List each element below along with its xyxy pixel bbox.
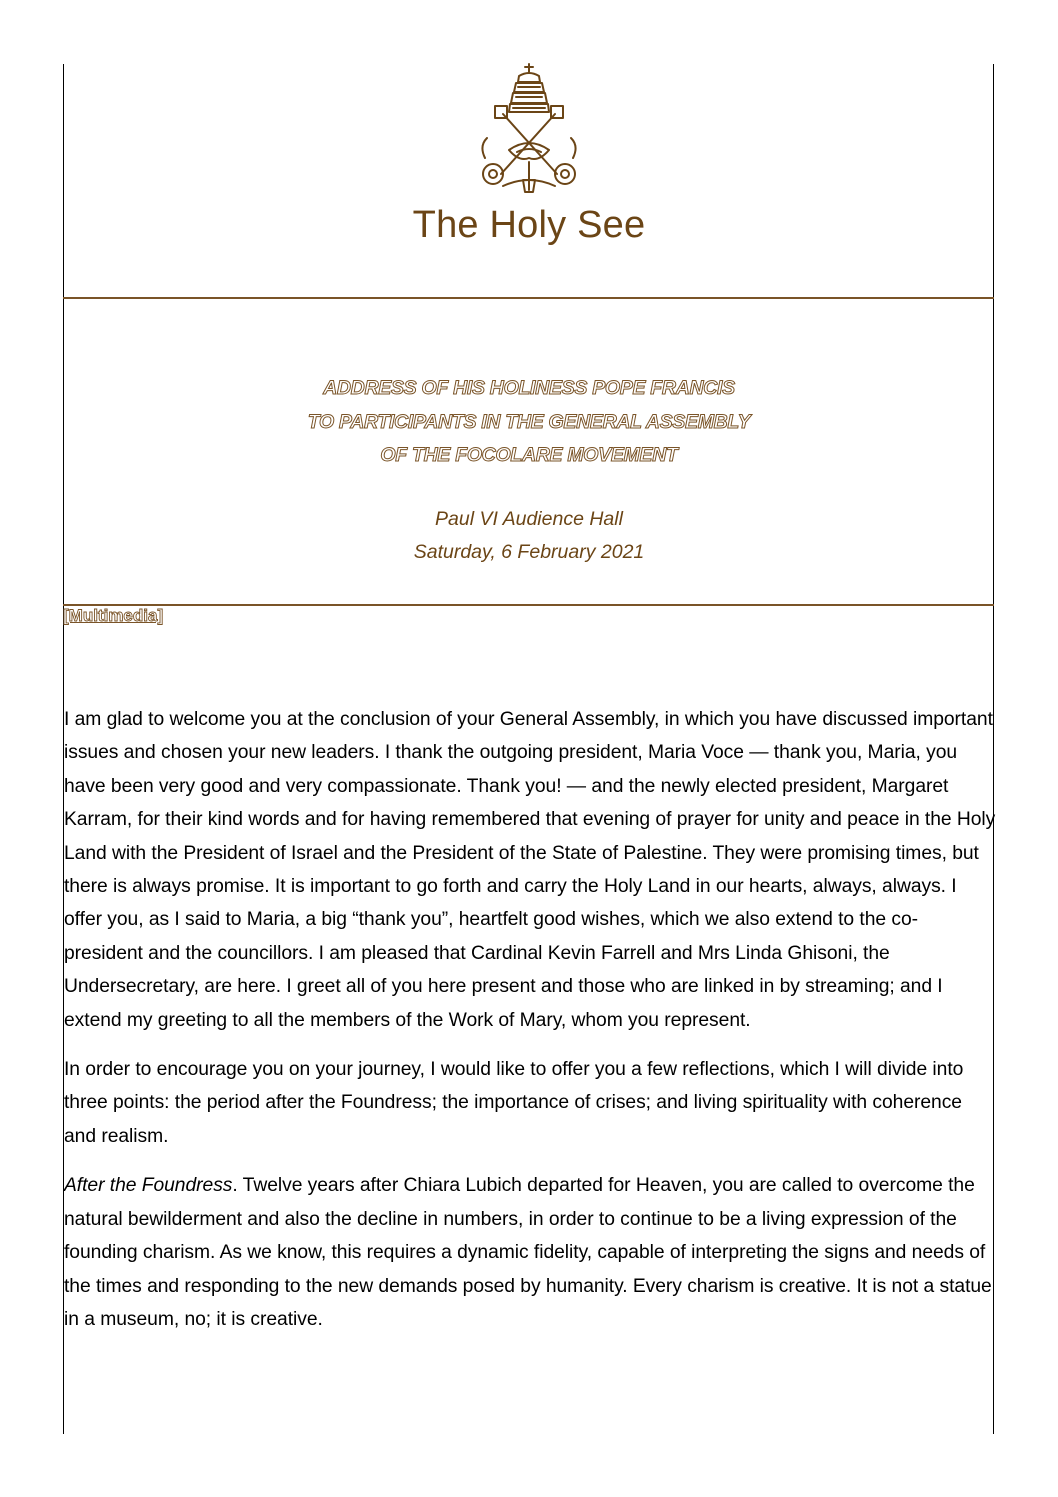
date-text: Saturday, 6 February 2021 xyxy=(413,541,645,563)
header-divider xyxy=(63,297,994,299)
address-meta xyxy=(0,503,1058,569)
site-title: The Holy See xyxy=(412,204,646,246)
multimedia-link[interactable]: [Multimedia] xyxy=(63,606,164,625)
paragraph-1: I am glad to welcome you at the conclusion of your General Assembly, in which you have discussed important issues and chosen your new leaders. I thank the outgoing president, Maria Voce — thank you, Maria, you have been very good and very compassionate. Thank you! — and the newly elected president, Margaret Karram, for their kind words and for having remembered that evening of prayer for unity and peace in the Holy Land with the President of Israel and the President of the State of Palestine. They were promising times, but there is always promise. It is important to go forth and carry the Holy Land in our hearts, always, always. I offer you, as I said to Maria, a big “thank you”, heartfelt good wishes, which we also extend to the co-president and the councillors. I am pleased that Cardinal Kevin Farrell and Mrs Linda Ghisoni, the Undersecretary, are here. I greet all of you here present and those who are linked in by streaming; and I extend my greeting to all the members of the Work of Mary, whom you represent. xyxy=(64,709,996,1031)
papal-coat-of-arms-icon xyxy=(473,62,585,196)
address-title-line-1: ADDRESS OF HIS HOLINESS POPE FRANCIS xyxy=(323,377,735,399)
paragraph-3-heading: After the Foundress xyxy=(64,1175,233,1197)
venue-text: Paul VI Audience Hall xyxy=(435,508,623,530)
address-title-line-2: TO PARTICIPANTS IN THE GENERAL ASSEMBLY xyxy=(307,410,751,433)
title-divider xyxy=(63,604,994,606)
paragraph-3-text: . Twelve years after Chiara Lubich departed for Heaven, you are called to overcome the natural bewilderment and also the decline in numbers, in order to continue to be a living expression of the founding charism. As we know, this requires a dynamic fidelity, capable of interpreting the signs and needs of the times and responding to the new demands posed by humanity. Every charism is creative. It is not a statue in a museum, no; it is creative. xyxy=(64,1175,992,1330)
address-title-line-3: OF THE FOCOLARE MOVEMENT xyxy=(380,444,678,466)
paragraph-2: In order to encourage you on your journey, I would like to offer you a few reflections, which I will divide into three points: the period after the Foundress; the importance of crises; and living spirituality with coherence and realism. xyxy=(64,1059,964,1147)
address-body xyxy=(64,703,996,1352)
address-title xyxy=(0,372,1058,473)
paragraph-3 xyxy=(64,1169,996,1336)
